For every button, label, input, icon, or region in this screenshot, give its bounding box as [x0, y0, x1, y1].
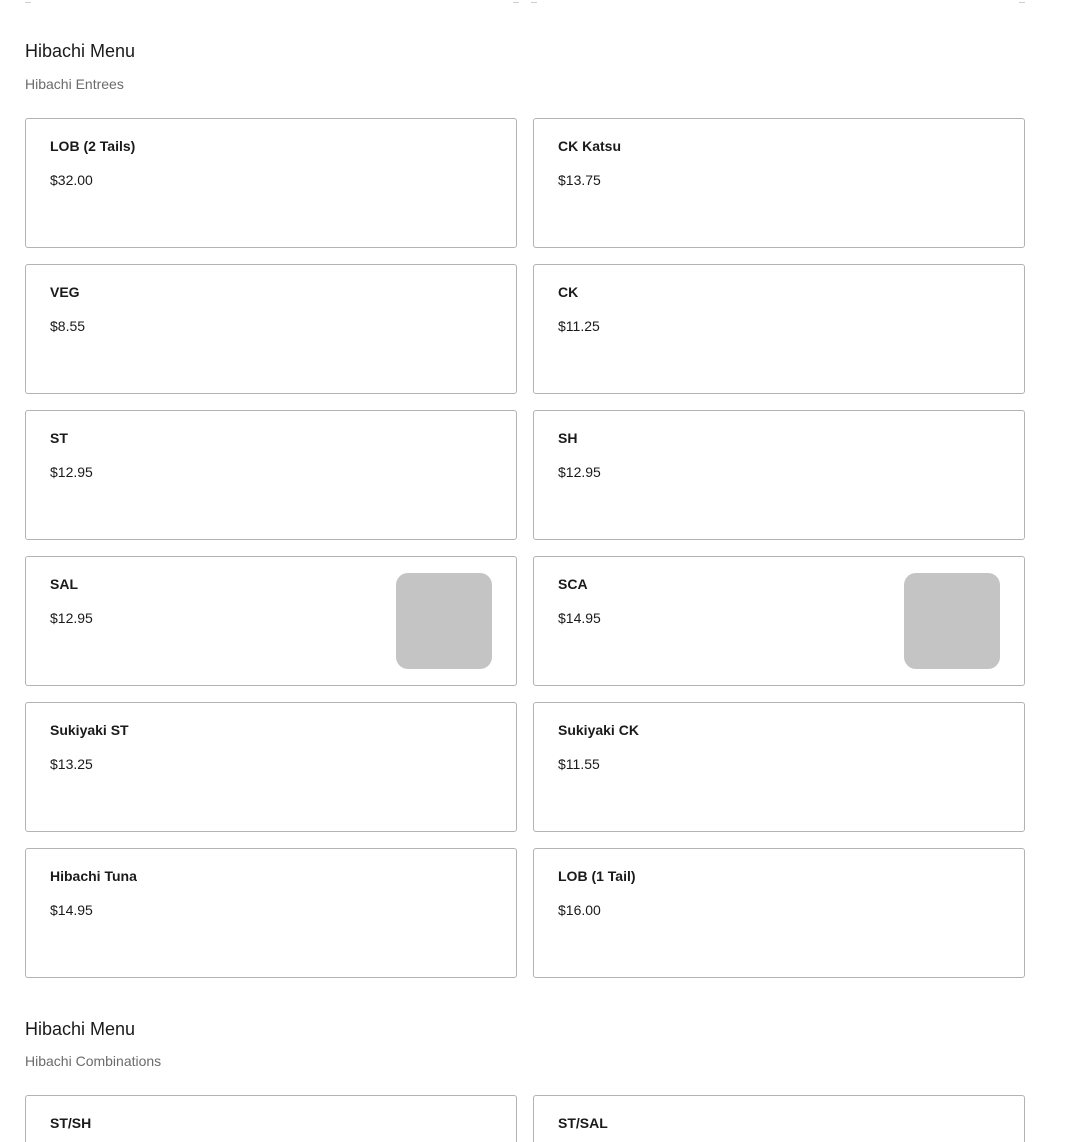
menu-item-card[interactable]	[533, 702, 1025, 832]
menu-item-price: $11.25	[558, 318, 600, 334]
menu-item-price: $13.75	[558, 172, 601, 188]
menu-item-name: ST	[50, 430, 68, 446]
menu-item-grid	[25, 118, 1025, 978]
menu-item-name: VEG	[50, 284, 80, 300]
section-title: Hibachi Menu	[25, 1019, 136, 1039]
menu-item-card[interactable]	[25, 1095, 517, 1142]
menu-item-price: $32.00	[50, 172, 93, 188]
menu-section-combinations	[25, 1018, 1025, 1142]
menu-section-entrees	[25, 40, 1025, 980]
menu-item-price: $13.25	[50, 756, 93, 772]
menu-item-card[interactable]	[25, 556, 517, 686]
menu-item-name: Sukiyaki ST	[50, 722, 129, 738]
section-subtitle: Hibachi Combinations	[25, 1053, 162, 1069]
menu-item-name: LOB (1 Tail)	[558, 868, 636, 884]
menu-item-card[interactable]	[533, 410, 1025, 540]
menu-item-card[interactable]	[533, 1095, 1025, 1142]
menu-item-card[interactable]	[25, 702, 517, 832]
section-subtitle: Hibachi Entrees	[25, 76, 124, 92]
menu-item-name: CK	[558, 284, 579, 300]
menu-item-card[interactable]	[25, 264, 517, 394]
menu-item-name: ST/SAL	[558, 1115, 608, 1131]
menu-item-card[interactable]	[533, 264, 1025, 394]
menu-item-price: $14.95	[558, 610, 601, 626]
menu-item-price: $16.00	[558, 902, 601, 918]
menu-item-price: $12.95	[50, 610, 93, 626]
menu-item-name: SAL	[50, 576, 78, 592]
menu-item-grid	[25, 1095, 1025, 1142]
menu-item-price: $11.55	[558, 756, 600, 772]
menu-item-name: Hibachi Tuna	[50, 868, 137, 884]
menu-item-card[interactable]	[25, 410, 517, 540]
menu-item-card[interactable]	[25, 118, 517, 248]
menu-item-name: ST/SH	[50, 1115, 92, 1131]
menu-item-card[interactable]	[533, 848, 1025, 978]
menu-item-price: $12.95	[558, 464, 601, 480]
menu-item-price: $12.95	[50, 464, 93, 480]
menu-item-card[interactable]	[533, 118, 1025, 248]
menu-item-image-placeholder	[904, 573, 1000, 669]
previous-section-edge	[25, 0, 1025, 2]
menu-item-name: SCA	[558, 576, 588, 592]
menu-item-image-placeholder	[396, 573, 492, 669]
menu-item-card[interactable]	[533, 556, 1025, 686]
menu-item-price: $14.95	[50, 902, 93, 918]
menu-item-price: $8.55	[50, 318, 86, 334]
section-title: Hibachi Menu	[25, 41, 136, 61]
menu-item-name: Sukiyaki CK	[558, 722, 639, 738]
menu-item-name: LOB (2 Tails)	[50, 138, 136, 154]
menu-item-name: CK Katsu	[558, 138, 622, 154]
menu-item-card[interactable]	[25, 848, 517, 978]
menu-item-name: SH	[558, 430, 578, 446]
